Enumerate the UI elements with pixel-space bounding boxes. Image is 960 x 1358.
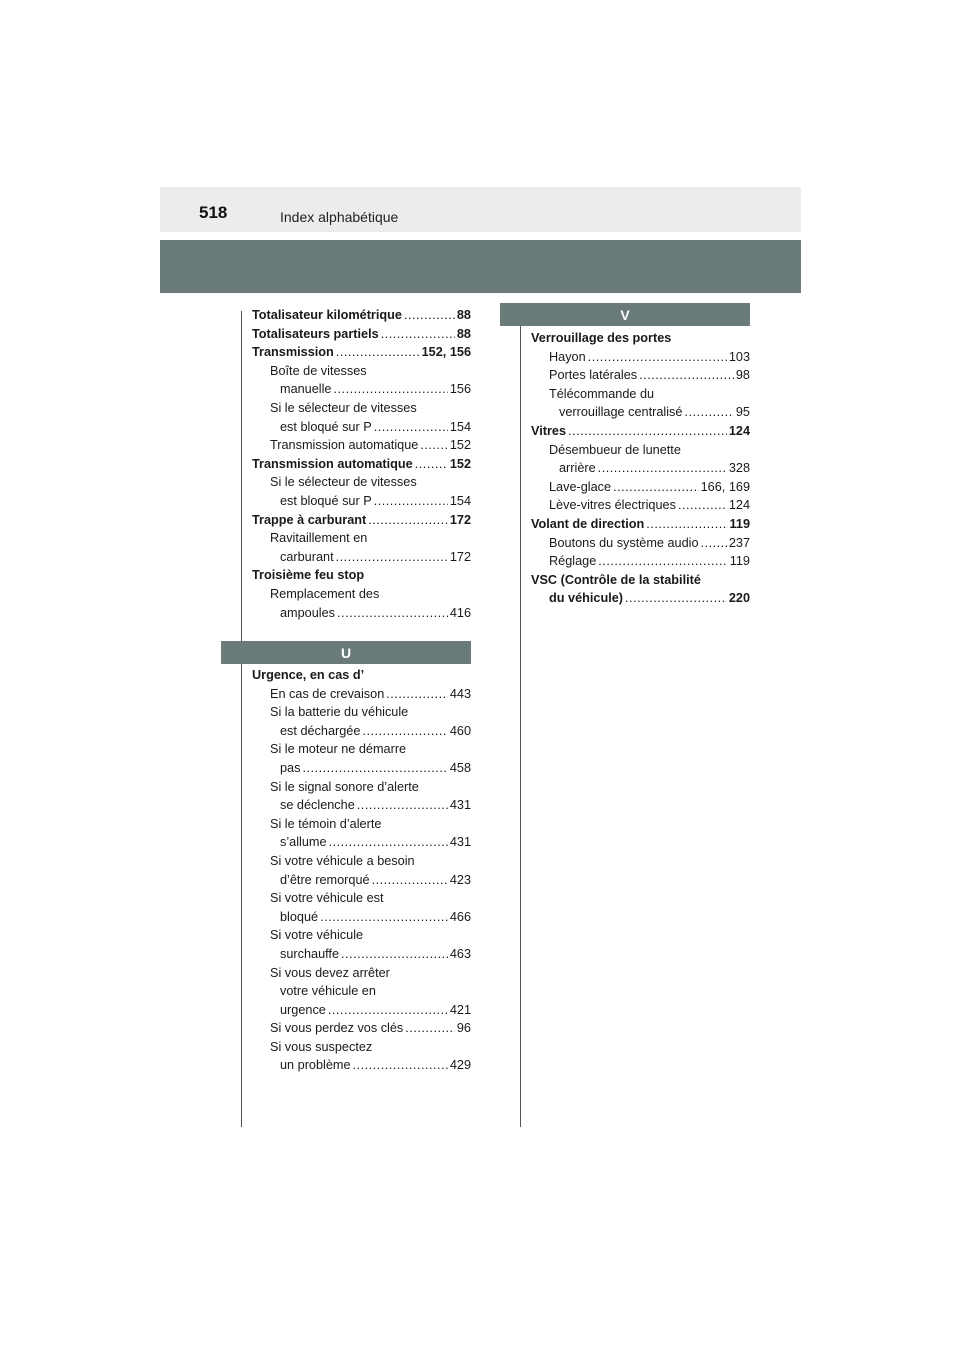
page-reference: 423 (449, 872, 471, 887)
page-reference: 152 (449, 438, 471, 453)
index-heading: Si votre véhicule a besoin (270, 853, 415, 868)
index-term: d’être remorqué (280, 872, 370, 887)
index-list-t (252, 306, 471, 622)
section-header-u: U (221, 641, 471, 664)
dot-leader (678, 496, 727, 515)
dot-leader (646, 515, 727, 534)
index-entry (531, 366, 750, 385)
dot-leader (368, 511, 448, 530)
index-term: bloqué (280, 909, 319, 924)
index-heading: Si la batterie du véhicule (270, 705, 409, 720)
index-entry (531, 589, 750, 608)
index-term: Trappe à carburant (252, 512, 367, 527)
dot-leader (639, 366, 734, 385)
dot-leader (334, 380, 448, 399)
index-entry (531, 478, 750, 497)
index-term: se déclenche (280, 798, 355, 813)
page-reference: 172 (449, 512, 471, 527)
index-heading: Si le témoin d’alerte (270, 816, 382, 831)
dot-leader (588, 348, 727, 367)
dot-leader (415, 455, 448, 474)
dot-leader (320, 908, 448, 927)
index-term: Transmission automatique (252, 456, 413, 471)
index-term: Hayon (549, 349, 586, 364)
dot-leader (302, 759, 447, 778)
index-entry (252, 306, 471, 325)
index-term: En cas de crevaison (270, 686, 385, 701)
dot-leader (598, 552, 728, 571)
index-heading: Ravitaillement en (270, 531, 368, 546)
index-term: Volant de direction (531, 516, 645, 531)
page-reference: 172 (449, 549, 471, 564)
index-heading: Si vous suspectez (270, 1039, 373, 1054)
index-entry (531, 496, 750, 515)
index-entry (531, 534, 750, 553)
index-term: ampoules (280, 605, 336, 620)
page-reference: 152, 156 (421, 345, 471, 360)
index-term: Transmission automatique (270, 438, 419, 453)
index-entry (252, 325, 471, 344)
index-heading: Verrouillage des portes (531, 331, 672, 345)
page-reference: 152 (449, 456, 471, 471)
index-list-u (252, 666, 471, 1075)
dot-leader (374, 418, 448, 437)
index-heading: Si le moteur ne démarre (270, 742, 407, 757)
page-reference: 95 (735, 405, 750, 420)
page-title: Index alphabétique (280, 209, 399, 225)
index-entry (252, 796, 471, 815)
index-heading: VSC (Contrôle de la stabilité (531, 572, 701, 587)
index-entry (252, 492, 471, 511)
index-heading: Troisième feu stop (252, 568, 365, 583)
index-column-right (531, 329, 750, 608)
dot-leader (353, 1056, 448, 1075)
index-entry (531, 459, 750, 478)
index-entry (252, 380, 471, 399)
index-entry (252, 548, 471, 567)
index-heading: Si votre véhicule (270, 928, 364, 943)
index-entry (531, 552, 750, 571)
dot-leader (381, 325, 455, 344)
dot-leader (336, 343, 420, 362)
index-entry (531, 515, 750, 534)
dot-leader (404, 306, 455, 325)
index-entry (252, 511, 471, 530)
index-term: est bloqué sur P (280, 493, 372, 508)
index-heading: Si vous devez arrêter (270, 965, 390, 980)
index-list-v (531, 329, 750, 608)
page-reference: 119 (729, 554, 750, 569)
index-column-left (252, 306, 471, 622)
index-entry (252, 908, 471, 927)
dot-leader (362, 722, 447, 741)
page-reference: 466 (449, 909, 471, 924)
index-entry (252, 418, 471, 437)
dot-leader (598, 459, 727, 478)
index-heading: Si votre véhicule est (270, 891, 384, 906)
index-entry (531, 403, 750, 422)
index-term: Portes latérales (549, 368, 638, 383)
index-term: un problème (280, 1058, 351, 1073)
dot-leader (329, 833, 448, 852)
dot-leader (372, 871, 448, 890)
index-heading: Désembueur de lunette (549, 442, 681, 457)
index-term: Transmission (252, 345, 334, 360)
index-entry (252, 1056, 471, 1075)
section-banner (160, 240, 801, 293)
page-reference: 156 (449, 382, 471, 397)
dot-leader (341, 945, 448, 964)
page-reference: 421 (449, 1002, 471, 1017)
dot-leader (701, 534, 727, 553)
page-reference: 98 (735, 368, 750, 383)
index-term: carburant (280, 549, 334, 564)
section-header-v: V (500, 303, 750, 326)
index-term: arrière (559, 461, 596, 476)
index-entry (252, 759, 471, 778)
index-entry (252, 722, 471, 741)
index-heading: Si le signal sonore d’alerte (270, 779, 419, 794)
page-reference: 443 (449, 686, 471, 701)
page-reference: 458 (449, 760, 471, 775)
index-entry (252, 685, 471, 704)
index-entry (531, 422, 750, 441)
page-reference: 429 (449, 1058, 471, 1073)
page-number: 518 (199, 203, 228, 222)
index-entry (531, 348, 750, 367)
index-term: Si vous perdez vos clés (270, 1021, 404, 1036)
index-heading: votre véhicule en (280, 984, 376, 999)
index-heading: Boîte de vitesses (270, 363, 367, 378)
index-term: pas (280, 760, 301, 775)
dot-leader (386, 685, 448, 704)
page-reference: 431 (449, 798, 471, 813)
dot-leader (405, 1019, 455, 1038)
index-entry (252, 871, 471, 890)
index-column-u (252, 666, 471, 1075)
dot-leader (374, 492, 448, 511)
dot-leader (625, 589, 727, 608)
dot-leader (337, 604, 448, 623)
right-column-rule (520, 311, 521, 1127)
index-entry (252, 833, 471, 852)
page-reference: 119 (729, 516, 750, 531)
page-reference: 154 (449, 419, 471, 434)
page-reference: 220 (728, 591, 750, 606)
index-term: Totalisateur kilométrique (252, 308, 402, 322)
index-term: surchauffe (280, 946, 340, 961)
index-term: Lève-vitres électriques (549, 498, 676, 513)
index-entry (252, 1001, 471, 1020)
dot-leader (568, 422, 727, 441)
index-term: Totalisateurs partiels (252, 326, 379, 341)
index-term: verrouillage centralisé (559, 405, 683, 420)
index-heading: Si le sélecteur de vitesses (270, 400, 417, 415)
dot-leader (336, 548, 448, 567)
left-column-rule (241, 311, 242, 1127)
index-term: manuelle (280, 382, 332, 397)
index-entry (252, 604, 471, 623)
index-entry (252, 1019, 471, 1038)
index-term: est déchargée (280, 723, 361, 738)
index-term: est bloqué sur P (280, 419, 372, 434)
index-entry (252, 436, 471, 455)
page-reference: 416 (449, 605, 471, 620)
page-reference: 154 (449, 493, 471, 508)
page-reference: 460 (449, 723, 471, 738)
dot-leader (684, 403, 733, 422)
page-reference: 96 (456, 1021, 471, 1036)
index-heading: Si le sélecteur de vitesses (270, 475, 417, 490)
index-term: s’allume (280, 835, 327, 850)
dot-leader (613, 478, 699, 497)
index-term: urgence (280, 1002, 326, 1017)
header-band (160, 187, 801, 232)
index-entry (252, 945, 471, 964)
index-term: Vitres (531, 423, 567, 438)
index-heading: Remplacement des (270, 586, 380, 601)
page-reference: 237 (728, 535, 750, 550)
page-reference: 88 (456, 308, 471, 322)
index-term: Réglage (549, 554, 597, 569)
page-reference: 124 (728, 423, 750, 438)
dot-leader (420, 436, 448, 455)
index-entry (252, 343, 471, 362)
page-reference: 124 (728, 498, 750, 513)
index-heading: Télécommande du (549, 386, 655, 401)
index-entry (252, 455, 471, 474)
page-reference: 328 (728, 461, 750, 476)
index-term: Lave-glace (549, 479, 612, 494)
index-term: Boutons du système audio (549, 535, 699, 550)
dot-leader (357, 796, 448, 815)
page-reference: 88 (456, 326, 471, 341)
page-reference: 103 (728, 349, 750, 364)
dot-leader (328, 1001, 448, 1020)
page-reference: 166, 169 (700, 479, 750, 494)
index-term: du véhicule) (549, 591, 624, 606)
page-reference: 463 (449, 946, 471, 961)
index-heading: Urgence, en cas d’ (252, 668, 365, 682)
page-reference: 431 (449, 835, 471, 850)
